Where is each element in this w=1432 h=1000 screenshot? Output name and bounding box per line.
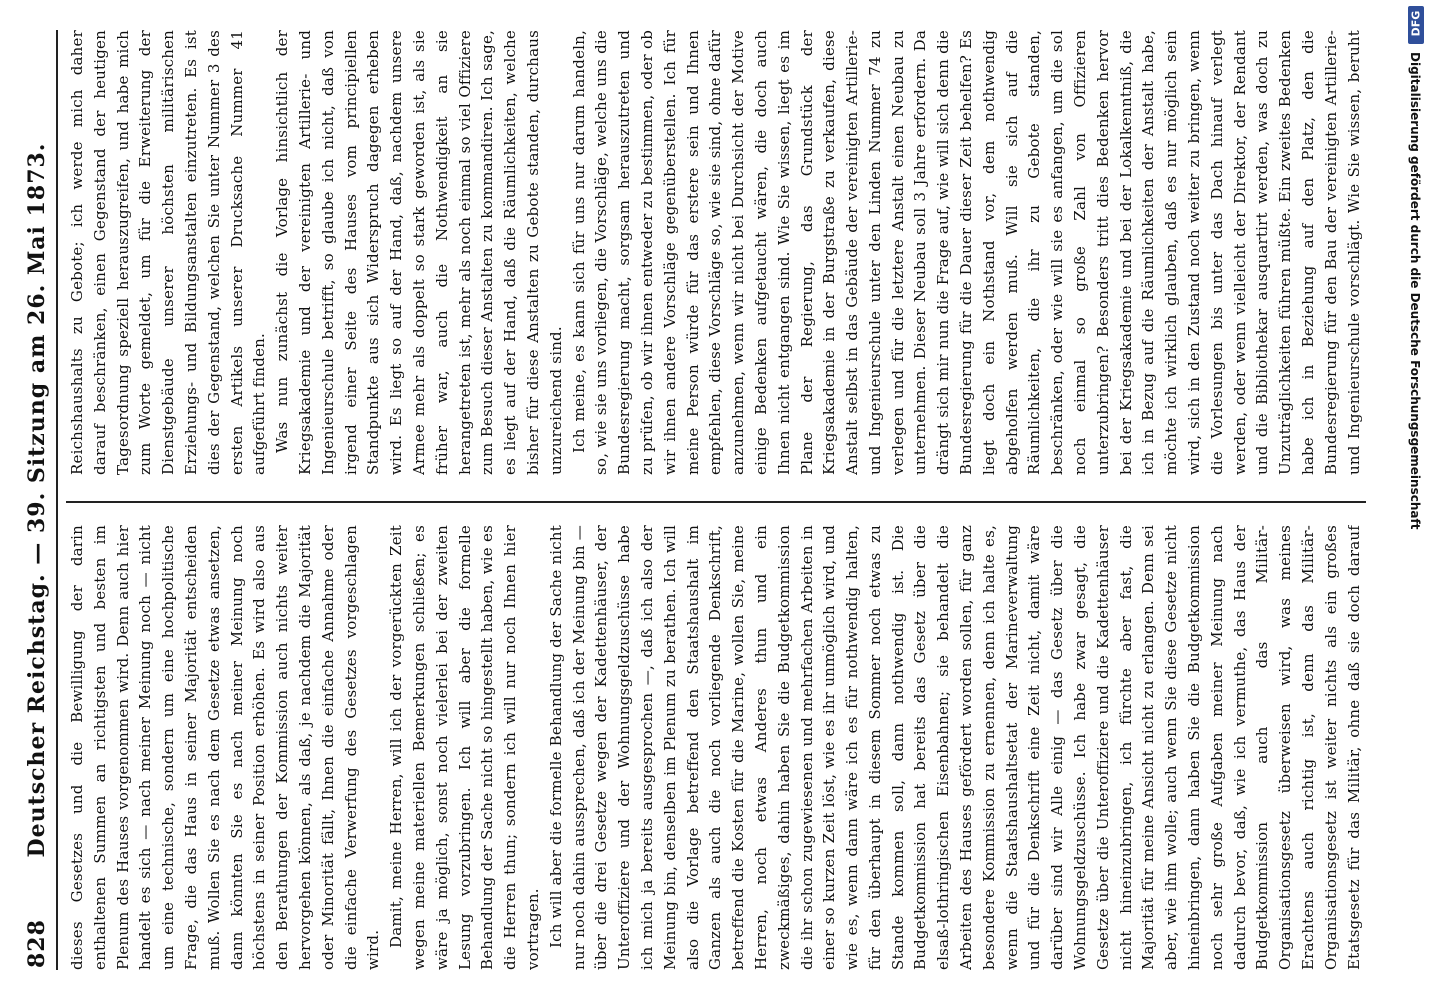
paragraph: Was nun zunächst die Vorlage hinsichtlich der Kriegsakademie und der vereinigten Artillerie- und Ingenieurschule betrifft, so glaube ich nicht, daß von irgend einer Seite des Hauses vom principiellen Standpunkte aus sich Widerspruch dagegen erheben wird. Es liegt so auf der Hand, daß, nachdem unsere Armee mehr als doppelt so stark geworden ist, als sie früher war, auch die Nothwendigkeit an sie herangetreten ist, mehr als noch einmal so viel Offiziere zum Besuch dieser Anstalten zu kommandiren. Ich sage, es liegt auf der Hand, daß die Räumlichkeiten, welche bisher für diese Anstalten zu Gebote standen, durchaus unzureichend sind. [273,30,565,475]
paragraph: Ich will aber die formelle Behandlung der Sache nicht nur noch dahin aussprechen, daß ich der Meinung bin — über die drei Gesetze wegen der Kadettenhäuser, der Unteroffiziere und der Wohnungsgeldzuschüsse habe ich mich ja bereits ausgesprochen —, daß ich also der Meinung bin, denselben im Plenum zu berathen. Ich will also die Vorlage betreffend den Staatshaushalt im Ganzen als auch die noch vorliegende Denkschrift, betreffend die Kosten für die Marine, wollen Sie, meine Herren, noch etwas Anderes thun und ein zweckmäßiges, dahin haben Sie die Budgetkommission die ihr schon zugewiesenen und mehrfachen Arbeiten in einer so kurzen Zeit löst, wie es ihr unmöglich wird, und wie es, wenn dann wäre ich es für nothwendig halten, für den überhaupt in diesem Sommer noch etwas zu Stande kommen soll, dann nothwendig ist. Die Budgetkommission hat bereits das Gesetz über die elsaß-lothringischen Eisenbahnen; sie behandelt die Arbeiten des Hauses gefördert worden sollen, für ganz besondere Kommission zu ernennen, denn ich halte es, wenn die Staatshaushaltsetat der Marineverwaltung und für die Denkschrift eine Zeit nicht, damit wäre darüber sind wir Alle einig — das Gesetz über die Wohnungsgeldzuschüsse. Ich habe zwar gesagt, die Gesetze über die Unteroffiziere und die Kadettenhäuser nicht hineinzubringen, ich fürchte aber fast, die Majorität für meine Ansicht nicht zu erlangen. Denn sei aber, wie ihm wolle; auch wenn Sie diese Gesetze nicht hineinbringen, dann haben Sie die Budgetkommission noch sehr große Aufgaben meiner Meinung nach dadurch bevor, daß, wie ich vermuthe, das Haus der Budgetkommission auch das Militär-Organisationsgesetz überweisen wird, was meines Erachtens auch richtig ist, denn das Militär-Organisationsgesetz ist weiter nichts als ein großes Etatsgesetz für das Militär, ohne daß sie doch darauf [546,525,1363,970]
page-number: 828 [24,919,50,968]
dfg-logo [1408,6,1424,44]
right-column [66,30,1366,475]
paragraph: dieses Gesetzes und die Bewilligung der darin enthaltenen Summen an richtigsten und besten im Plenum des Hauses vorgenommen wird. Denn auch hier handelt es sich — nach meiner Meinung noch — nicht um eine technische, sondern um eine hochpolitische Frage, die das Haus in seiner Majorität entscheiden muß. Wollen Sie es nach dem Gesetze etwas ansetzen, dann könnten Sie es nach meiner Meinung noch höchstens in seiner Position erhöhen. Es wird also aus den Berathungen der Kommission auch nichts weiter hervorgehen können, als daß, je nachdem die Majorität oder Minorität fällt, Ihnen die einfache Annahme oder die einfache Verwerfung des Gesetzes vorgeschlagen wird. [68,525,383,970]
column-divider [66,501,1366,503]
dfg-logo-text: DFG [1409,10,1423,37]
funding-notice-text: Digitalisierung gefördert durch die Deutsche Forschungsgemeinschaft [1408,52,1422,530]
paragraph: Damit, meine Herren, will ich der vorgerückten Zeit wegen meine materiellen Bemerkungen schließen; es wäre ja möglich, sonst noch vielerlei bei der zweiten Lesung vorzubringen. Ich will aber die formelle Behandlung der Sache nicht so hingestellt haben, wie es die Herren thun; sondern ich will nur noch Ihnen hier vortragen. [387,525,542,970]
paragraph: Reichshaushalts zu Gebote; ich werde mich daher darauf beschränken, einen Gegenstand der heutigen Tagesordnung speziell herauszugreifen, und habe mich zum Worte gemeldet, um für die Erweiterung der Dienstgebäude unserer höchsten militärischen Erziehungs- und Bildungsanstalten einzutreten. Es ist dies der Gegenstand, welchen Sie unter Nummer 3 des ersten Artikels unserer Drucksache Nummer 41 aufgeführt finden. [68,30,269,475]
paragraph: Ich meine, es kann sich für uns nur darum handeln, so, wie sie uns vorliegen, die Vorschläge, welche uns die Bundesregierung macht, sorgsam herauszutreten und zu prüfen, ob wir ihnen entweder zu bestimmen, oder ob wir ihnen andere Vorschläge gegenüberstellen. Ich für meine Person würde für das erstere sein und Ihnen empfehlen, diese Vorschläge so, wie sie sind, ohne dafür anzunehmen, wenn wir nicht bei Durchsicht der Motive einige Bedenken aufgetaucht wären, die doch auch Ihnen nicht entgangen sind. Wie Sie wissen, liegt es im Plane der Regierung, das Grundstück der Kriegsakademie in der Burgstraße zu verkaufen, diese Anstalt selbst in das Gebäude der vereinigten Artillerie- und Ingenieurschule unter den Linden Nummer 74 zu verlegen und für die letztere Anstalt einen Neubau zu unternehmen. Dieser Neubau soll 3 Jahre erfordern. Da drängt sich mir nun die Frage auf, wie will sich denn die Bundesregierung für die Dauer dieser Zeit behelfen? Es liegt doch ein Nothstand vor, dem nothwendig abgeholfen werden muß. Will sie sich auf die Räumlichkeiten, die ihr zu Gebote standen, beschränken, oder wie will sie es anfangen, um die sol noch einmal so große Zahl von Offizieren unterzubringen? Besonders tritt dies Bedenken hervor bei der Kriegsakademie und bei der Lokalkenntniß, die ich in Bezug auf die Räumlichkeiten der Anstalt habe, möchte ich wirklich glauben, daß es nur möglich sein wird, sich in den Zustand noch weiter zu bringen, wenn die Vorlesungen bis unter das Dach hinauf verlegt werden, oder wenn vielleicht der Direktor, der Rendant und die Bibliothekar ausquartirt werden, was doch zu Unzuträglichkeiten führen müßte. Ein zweites Bedenken habe ich in Beziehung auf den Platz, den die Bundesregierung für den Bau der vereinigten Artillerie- und Ingenieurschule vorschlägt. Wie Sie wissen, beruht [569,30,1363,475]
digitization-sidebar [1380,0,1432,1000]
page-title: Deutscher Reichstag. — 39. Sitzung am 26. Mai 1873. [24,142,50,858]
left-column [66,525,1366,970]
page-header [20,30,58,970]
